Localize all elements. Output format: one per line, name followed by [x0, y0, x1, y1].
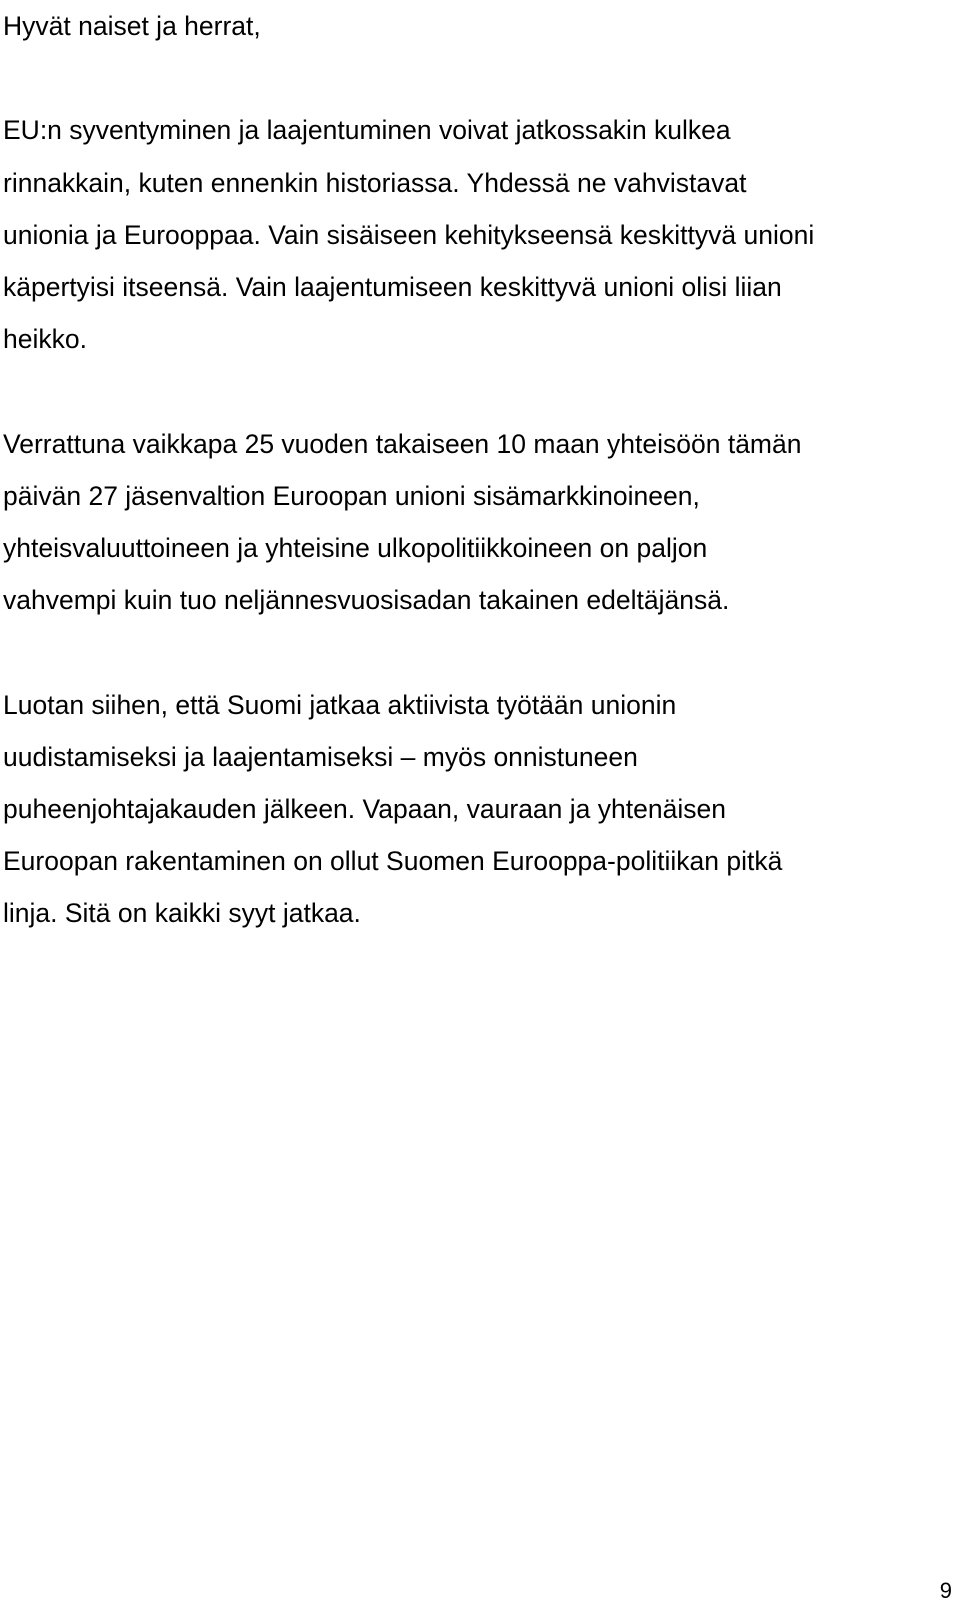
paragraph-line: yhteisvaluuttoineen ja yhteisine ulkopolitiikkoineen on paljon [3, 533, 708, 563]
paragraph-line: Euroopan rakentaminen on ollut Suomen Eurooppa-politiikan pitkä [3, 846, 783, 877]
paragraph-line: EU:n syventyminen ja laajentuminen voivat jatkossakin kulkea [3, 115, 731, 146]
paragraph-line: Luotan siihen, että Suomi jatkaa aktiivista työtään unionin [3, 689, 677, 720]
paragraph-line: heikko. [3, 324, 87, 355]
paragraph-line: unionia ja Eurooppaa. Vain sisäiseen kehitykseensä keskittyvä unioni [3, 219, 815, 250]
document-body [3, 0, 953, 940]
paragraph-gap [3, 365, 953, 417]
page-number: 9 [939, 1578, 952, 1603]
paragraph-gap [3, 626, 953, 678]
paragraph-line: linja. Sitä on kaikki syyt jatkaa. [3, 898, 361, 929]
paragraph-line: käpertyisi itseensä. Vain laajentumiseen keskittyvä unioni olisi liian [3, 272, 782, 302]
paragraph-line: puheenjohtajakauden jälkeen. Vapaan, vauraan ja yhtenäisen [3, 794, 726, 824]
paragraph-1 [3, 104, 953, 365]
paragraph-3 [3, 679, 953, 940]
paragraph-line: Verrattuna vaikkapa 25 vuoden takaiseen 10 maan yhteisöön tämän [3, 428, 802, 459]
paragraph-line: päivän 27 jäsenvaltion Euroopan unioni sisämarkkinoineen, [3, 480, 700, 511]
paragraph-line: rinnakkain, kuten ennenkin historiassa. Yhdessä ne vahvistavat [3, 167, 747, 198]
paragraph-line: uudistamiseksi ja laajentamiseksi – myös onnistuneen [3, 741, 638, 772]
paragraph-gap [3, 52, 953, 104]
paragraph-2 [3, 418, 953, 627]
greeting: Hyvät naiset ja herrat, [3, 11, 261, 41]
paragraph-line: vahvempi kuin tuo neljännesvuosisadan takainen edeltäjänsä. [3, 585, 730, 616]
